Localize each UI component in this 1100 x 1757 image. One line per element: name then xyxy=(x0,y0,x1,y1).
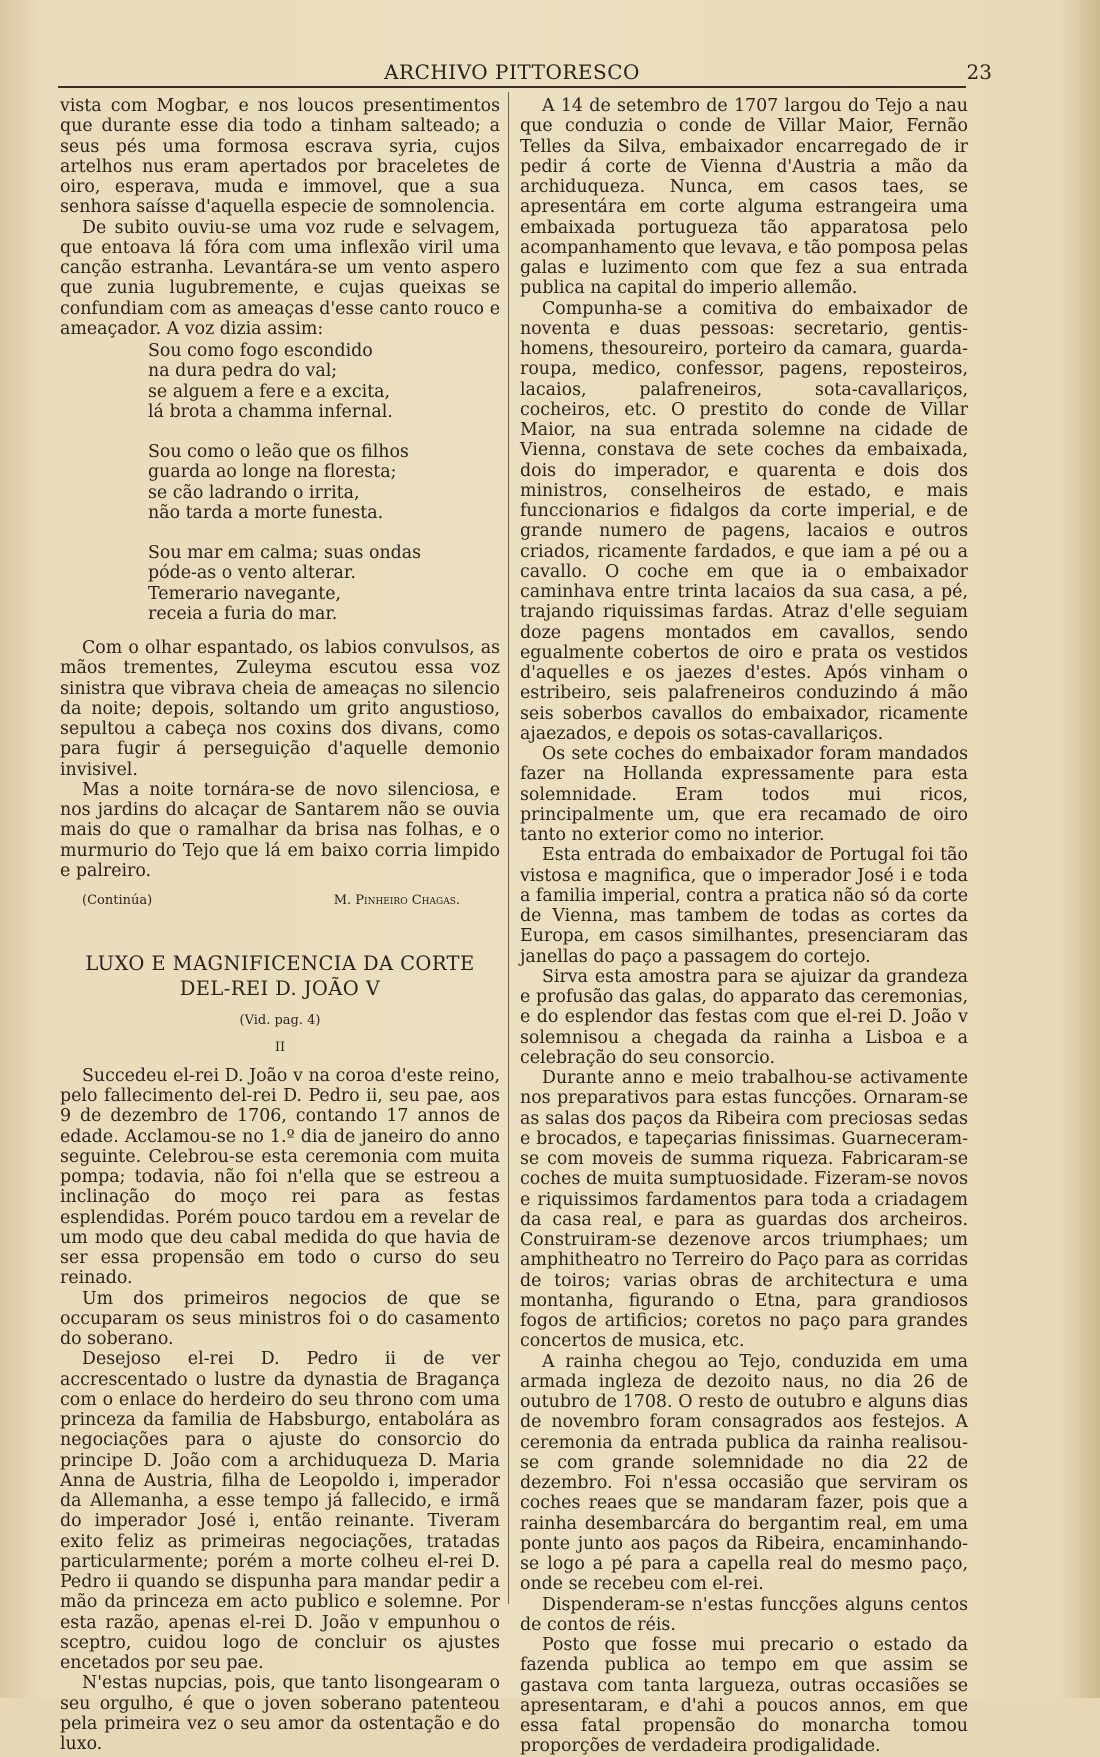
stanza-gap xyxy=(148,422,500,442)
article-title-line-1: LUXO E MAGNIFICENCIA DA CORTE xyxy=(85,952,475,976)
verse-line: não tarda a morte funesta. xyxy=(148,502,384,523)
paragraph: Um dos primeiros negocios de que se occuparam os seus ministros foi o do casamento do soberano. xyxy=(60,1288,500,1349)
continua-note: (Continúa) xyxy=(82,893,153,908)
column-divider xyxy=(508,92,509,1604)
verse-line: Temerario navegante, xyxy=(148,583,342,604)
journal-title: ARCHIVO PITTORESCO xyxy=(384,60,640,84)
paragraph: Com o olhar espantado, os labios convulsos, as mãos trementes, Zuleyma escutou essa voz sinistra que vibrava cheia de ameaças no silencio da noite; depois, soltando um grito angustioso, sepultou a cabeça nos coxins dos divans, como para fugir á perseguição d'aquelle demonio invisivel. xyxy=(60,638,500,780)
article-title xyxy=(60,951,500,1001)
verse-line: lá brota a chamma infernal. xyxy=(148,401,393,422)
paragraph: Desejoso el-rei D. Pedro ii de ver accrescentado o lustre da dynastia de Bragança com o enlace do herdeiro do seu throno com uma princeza da familia de Habsburgo, entabolára as negociações para o ajuste do consorcio do principe D. João com a archiduqueza D. Maria Anna de Austria, filha de Leopoldo i, imperador da Allemanha, a esse tempo já fallecido, e irmã do imperador José i, então reinante. Tiveram exito feliz as primeiras negociações, tratadas particularmente; porém a morte colheu el-rei D. Pedro ii quando se dispunha para mandar pedir a mão da princeza em acto publico e solemne. Por esta razão, apenas el-rei D. João v empunhou o sceptro, cuidou logo de concluir os ajustes encetados por seu pae. xyxy=(60,1349,500,1673)
stanza xyxy=(148,543,500,624)
paragraph: Compunha-se a comitiva do embaixador de noventa e duas pessoas: secretario, gentis-homens, thesoureiro, porteiro da camara, guarda-roupa, medico, confessor, pagens, reposteiros, lacaios, palafreneiros, sota-cavallariços, cocheiros, etc. O prestito do conde de Villar Maior, na sua entrada solemne na cidade de Vienna, constava de sete coches da embaixada, dois do imperador, e quarenta e dois dos ministros, conselheiros de estado, e mais funccionarios e fidalgos da corte imperial, e de grande numero de pagens, lacaios e outros criados, ricamente fardados, e que iam a pé ou a cavallo. O coche em que ia o embaixador caminhava entre trinta lacaios da sua casa, a pé, trajando riquissimas fardas. Atraz d'elle seguiam doze pagens montados em cavallos, sendo egualmente cobertos de oiro e prata os vestidos d'aquelles e os jaezes d'estes. Após vinham o estribeiro, seis palafreneiros conduzindo á mão seis soberbos cavallos do embaixador, ricamente ajaezados, e depois os sotas-cavallariços. xyxy=(520,298,968,744)
stanza xyxy=(148,341,500,422)
paragraph: Durante anno e meio trabalhou-se activamente nos preparativos para estas funcções. Ornaram-se as salas dos paços da Ribeira com preciosas sedas e brocados, e tapeçarias finissimas. Guarneceram-se com moveis de summa riqueza. Fabricaram-se coches de muita sumptuosidade. Fizeram-se novos e riquissimos fardamentos para toda a criadagem da casa real, e para as guardas dos archeiros. Construiram-se dezenove arcos triumphaes; um amphitheatro no Terreiro do Paço para as corridas de toiros; varias obras de architectura e uma montanha, figurando o Etna, para grandiosos fogos de artificios; coretos no paço para grandes concertos de musica, etc. xyxy=(520,1068,968,1352)
article-title-line-2: DEL-REI D. JOÃO V xyxy=(179,977,381,1001)
paragraph: A 14 de setembro de 1707 largou do Tejo a nau que conduzia o conde de Villar Maior, Fernão Telles da Silva, embaixador encarregado de ir pedir á corte de Vienna d'Austria a mão da archiduqueza. Nunca, em casos taes, se apresentára em corte alguma estrangeira uma embaixada portugueza tão apparatosa pelo acompanhamento que levava, e tão pomposa pelas galas e luzimento com que fez a sua entrada publica na capital do imperio allemão. xyxy=(520,96,968,299)
article-part-number: II xyxy=(274,1039,286,1055)
paragraph: A rainha chegou ao Tejo, conduzida em uma armada ingleza de dezoito naus, no dia 26 de outubro de 1708. O resto de outubro e alguns dias de novembro foram consagrados aos festejos. A ceremonia da entrada publica da rainha realisou-se com grande solemnidade no dia 22 de dezembro. Foi n'essa occasião que serviram os coches reaes que se mandaram fazer, pois que a rainha desembarcára do bergantim real, em uma ponte junto aos paços da Ribeira, encaminhando-se logo a pé para a capella real do mesmo paço, onde se recebeu com el-rei. xyxy=(520,1351,968,1595)
article-reference: (Vid. pag. 4) xyxy=(239,1013,321,1029)
verse-line: se cão ladrando o irrita, xyxy=(148,482,360,503)
running-header xyxy=(62,56,992,86)
spacer xyxy=(60,626,500,638)
paragraph: De subito ouviu-se uma voz rude e selvagem, que entoava lá fóra com uma inflexão viril uma canção estranha. Levantára-se um vento aspero que zunia lugubremente, e cujas queixas se confundiam com as ameaças d'esse canto rouco e ameaçador. A voz dizia assim: xyxy=(60,217,500,339)
paragraph: Succedeu el-rei D. João v na coroa d'este reino, pelo fallecimento del-rei D. Pedro ii, seu pae, aos 9 de dezembro de 1706, contando 17 annos de edade. Acclamou-se no 1.º dia de janeiro do anno seguinte. Celebrou-se esta ceremonia com muita pompa; todavia, não foi n'ella que se estreou a inclinação do moço rei para as festas esplendidas. Porém pouco tardou em a revelar de um modo que deu cabal medida do que havia de ser essa propensão em todo o curso do seu reinado. xyxy=(60,1065,500,1289)
stanza xyxy=(148,442,500,523)
author-signature: M. Pinheiro Chagas. xyxy=(333,893,460,908)
paragraph: Mas a noite tornára-se de novo silenciosa, e nos jardins do alcaçar de Santarem não se ouvia mais do que o ramalhar da brisa nas folhas, e o murmurio do Tejo que lá em baixo corria limpido e palreiro. xyxy=(60,779,500,881)
verse-line: póde-as o vento alterar. xyxy=(148,563,356,584)
signature-line xyxy=(82,891,500,911)
right-column xyxy=(520,96,968,1757)
paragraph: vista com Mogbar, e nos loucos presentimentos que durante esse dia todo a tinham salteado; a seus pés uma formosa escrava syria, cujos artelhos nus eram apertados por braceletes de oiro, esperava, muda e immovel, que a sua senhora saísse d'aquella especie de somnolencia. xyxy=(60,96,500,218)
verse-line: Sou mar em calma; suas ondas xyxy=(148,543,422,563)
paragraph: Posto que fosse mui precario o estado da fazenda publica ao tempo em que assim se gastava com tanta largueza, outras occasiões se apresentaram, e d'ahi a poucos annos, em que essa fatal propensão do monarcha tomou proporções de verdadeira prodigalidade. xyxy=(520,1635,968,1757)
header-rule xyxy=(58,86,966,88)
verse-line: guarda ao longe na floresta; xyxy=(148,462,397,483)
paragraph: Os sete coches do embaixador foram mandados fazer na Hollanda expressamente para esta solemnidade. Eram todos mui ricos, principalmente um, que era recamado de oiro tanto no exterior como no interior. xyxy=(520,744,968,845)
verse-line: Sou como fogo escondido xyxy=(148,341,373,361)
paragraph: Esta entrada do embaixador de Portugal foi tão vistosa e magnifica, que o imperador José i e toda a familia imperial, contra a pratica não só da corte de Vienna, mas tambem de todas as cortes da Europa, em casos similhantes, presenciaram das janellas do paço a passagem do cortejo. xyxy=(520,845,968,967)
verse-line: na dura pedra do val; xyxy=(148,361,338,382)
paragraph: N'estas nupcias, pois, que tanto lisongearam o seu orgulho, é que o joven soberano patenteou pela primeira vez o seu amor da ostentação e do luxo. xyxy=(60,1673,500,1754)
verse-line: Sou como o leão que os filhos xyxy=(148,442,409,462)
verse-line: se alguem a fere e a excita, xyxy=(148,381,391,402)
paragraph: Sirva esta amostra para se ajuizar da grandeza e profusão das galas, do apparato das ceremonias, e do esplendor das festas com que el-rei D. João v solemnisou a chegada da rainha a Lisboa e a celebração do seu consorcio. xyxy=(520,966,968,1068)
page-number: 23 xyxy=(966,60,992,84)
stanza-gap xyxy=(148,523,500,543)
verse-line: receia a furia do mar. xyxy=(148,603,338,624)
paragraph: Dispenderam-se n'estas funcções alguns centos de contos de réis. xyxy=(520,1594,968,1635)
left-column xyxy=(60,96,500,1754)
verse-block xyxy=(148,341,500,624)
